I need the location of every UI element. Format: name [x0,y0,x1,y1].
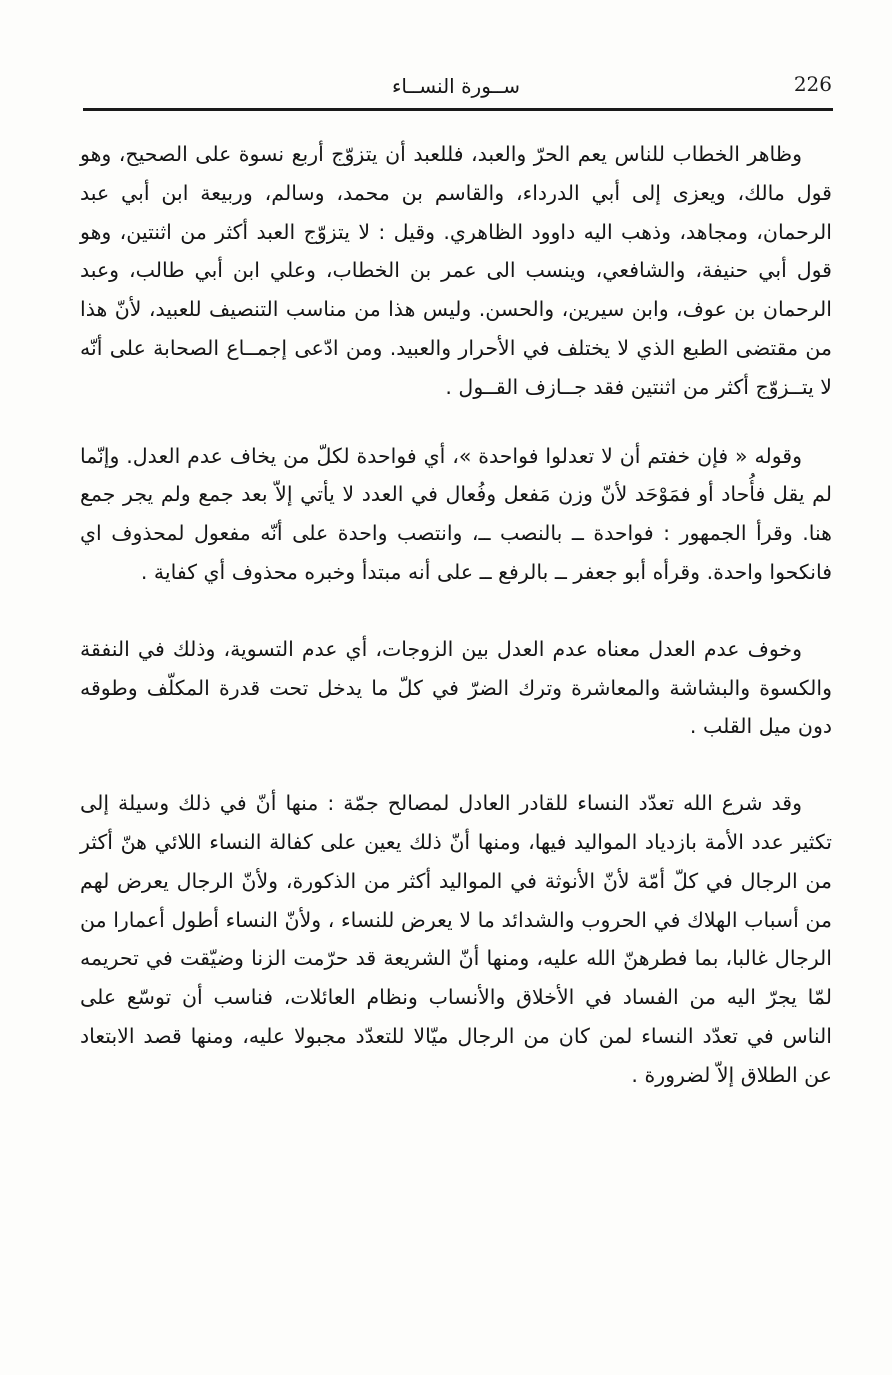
paragraph: وخوف عدم العدل معناه عدم العدل بين الزوجات، أي عدم التسوية، وذلك في النفقة والكسوة والبشاشة والمعاشرة وترك الضرّ في كلّ ما يدخل تحت قدرة المكلّف وطوقه دون ميل القلب . [80,636,832,739]
paragraph: وقد شرع الله تعدّد النساء للقادر العادل لمصالح جمّة : منها أنّ في ذلك وسيلة إلى تكثير عدد الأمة بازدياد المواليد فيها، ومنها أنّ ذلك يعين على كفالة النساء اللائي هنّ أكثر من الرجال في كلّ أمّة لأنّ الأنوثة في المواليد أكثر من الذكورة، ولأنّ الرجال يعرض لهم من أسباب الهلاك في الحروب والشدائد ما لا يعرض للنساء ، ولأنّ النساء أطول أعمارا من الرجال غالبا، بما فطرهنّ الله عليه، ومنها أنّ الشريعة قد حرّمت الزنا وضيّقت في تحريمه لمّا يجرّ اليه من الفساد في الأخلاق والأنساب ونظام العائلات، فناسب أن توسّع على الناس في تعدّد النساء لمن كان من الرجال ميّالا للتعدّد مجبولا عليه، ومنها قصد الابتعاد عن الطلاق إلاّ لضرورة . [80,791,832,1087]
header-rule [83,108,833,111]
page-body [80,135,832,1095]
page-header [80,70,832,110]
paragraph: وقوله « فإن خفتم أن لا تعدلوا فواحدة »، أي فواحدة لكلّ من يخاف عدم العدل. وإنّما لم يقل فأُحاد أو فمَوْحَد لأنّ وزن مَفعل وفُعال في العدد لا يأتي إلاّ بعد جمع ولم يجر جمع هنا. وقرأ الجمهور : فواحدة ــ بالنصب ــ، وانتصب واحدة على أنّه مفعول لمحذوف اي فانكحوا واحدة. وقرأه أبو جعفر ــ بالرفع ــ على أنه مبتدأ وخبره محذوف أي كفاية . [80,443,832,584]
running-head-title: ســورة النســاء [391,74,521,98]
paragraph: وظاهر الخطاب للناس يعم الحرّ والعبد، فللعبد أن يتزوّج أربع نسوة على الصحيح، وهو قول مالك، ويعزى إلى أبي الدرداء، والقاسم بن محمد، وسالم، وربيعة ابن أبي عبد الرحمان، ومجاهد، وذهب اليه داوود الظاهري. وقيل : لا يتزوّج العبد أكثر من اثنتين، وهو قول أبي حنيفة، والشافعي، وينسب الى عمر بن الخطاب، وعلي ابن أبي طالب، وعبد الرحمان بن عوف، وابن سيرين، والحسن. وليس هذا من مناسب التنصيف للعبيد، لأنّ هذا من مقتضى الطبع الذي لا يختلف في الأحرار والعبيد. ومن ادّعى إجمــاع الصحابة على أنّه لا يتــزوّج أكثر من اثنتين فقد جــازف القــول . [80,142,832,399]
page-number: 226 [793,72,832,96]
